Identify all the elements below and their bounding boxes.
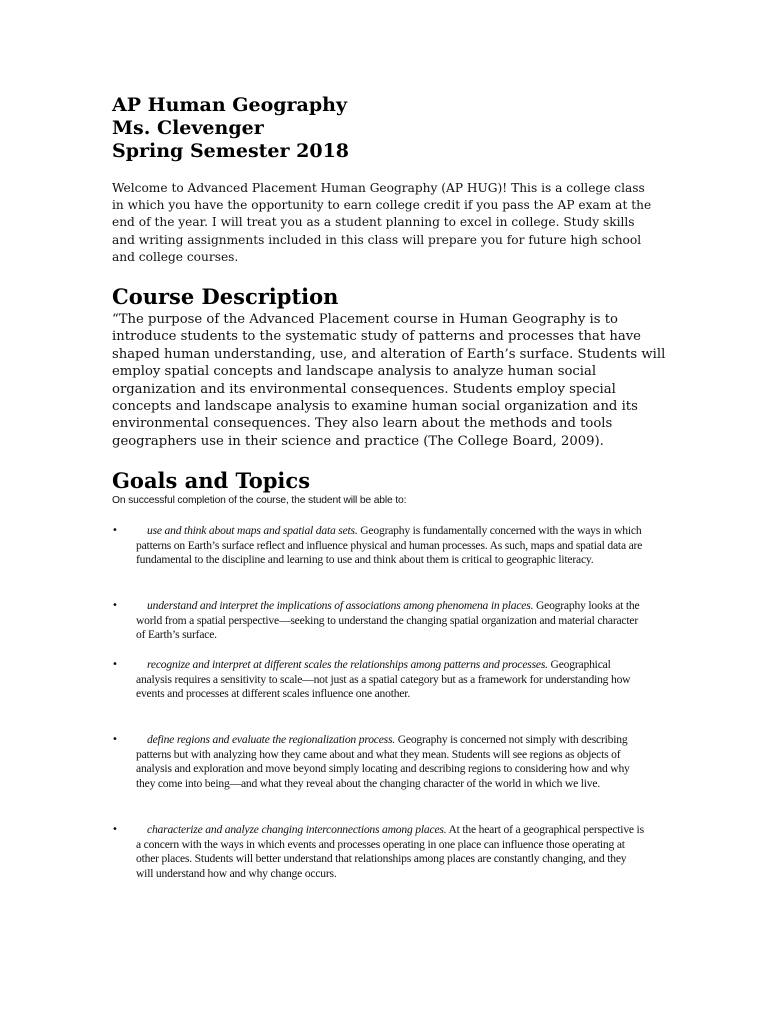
goal-description: Geography is fundamentally concerned with the ways in which patterns on Earth’s surface reflect and influence physical and human processes. As such, maps and spatial data are fundamental to the discipline and learning to use and think about them is critical to geographic literacy. <box>136 524 643 567</box>
goal-description: At the heart of a geographical perspective is a concern with the ways in which events and processes operating in one place can influence those operating at other places. Students will better understand that relationships among places are constantly changing, and they will understand how and why change occurs. <box>136 823 644 880</box>
goal-topic: use and think about maps and spatial data sets. <box>147 524 358 537</box>
goal-description: Geography is concerned not simply with describing patterns but with analyzing how they came about and what they mean. Students will see regions as objects of analysis and exploration and move beyond simply locating and describing regions to considering how and why they come into being—and what they reveal about the changing character of the world in which we live. <box>136 733 630 790</box>
goal-topic: characterize and analyze changing interconnections among places. <box>147 823 447 836</box>
goal-paragraph <box>136 658 646 702</box>
bullet-icon: • <box>112 734 118 745</box>
course-description-heading: Course Description <box>112 284 339 309</box>
document-header <box>112 94 349 163</box>
bullet-icon: • <box>112 659 118 670</box>
goal-paragraph <box>136 524 646 568</box>
bullet-icon: • <box>112 824 118 835</box>
goal-paragraph <box>136 823 646 881</box>
goal-topic: understand and interpret the implications of associations among phenomena in places. <box>147 599 534 612</box>
goal-item <box>112 599 652 643</box>
bullet-icon: • <box>112 525 118 536</box>
goal-description: Geography looks at the world from a spatial perspective—seeking to understand the changing spatial organization and material character of Earth’s surface. <box>136 599 640 642</box>
goal-paragraph <box>136 733 646 791</box>
goal-paragraph <box>136 599 646 643</box>
goal-item <box>112 658 652 702</box>
goal-description: Geographical analysis requires a sensitivity to scale—not just as a spatial category but as a framework for understanding how events and processes at different scales influence one another. <box>136 658 631 701</box>
goal-item <box>112 733 652 791</box>
bullet-icon: • <box>112 600 118 611</box>
course-title: AP Human Geography <box>112 94 347 116</box>
goal-topic: define regions and evaluate the regionalization process. <box>147 733 396 746</box>
semester: Spring Semester 2018 <box>112 140 350 162</box>
goal-item <box>112 524 652 568</box>
teacher-name: Ms. Clevenger <box>112 117 264 139</box>
goals-intro: On successful completion of the course, the student will be able to: <box>112 495 407 506</box>
goals-heading: Goals and Topics <box>112 468 311 493</box>
course-description-text: “The purpose of the Advanced Placement course in Human Geography is to introduce students to the systematic study of patterns and processes that have shaped human understanding, use, and alteration of Earth’s surface. Students will employ spatial concepts and landscape analysis to analyze human social organization and its environmental consequences. Students employ special concepts and landscape analysis to examine human social organization and its environmental consequences. They also learn about the methods and tools geographers use in their science and practice (The College Board, 2009). <box>112 312 666 449</box>
goal-topic: recognize and interpret at different scales the relationships among patterns and processes. <box>147 658 548 671</box>
welcome-paragraph: Welcome to Advanced Placement Human Geography (AP HUG)! This is a college class in which you have the opportunity to earn college credit if you pass the AP exam at the end of the year. I will treat you as a student planning to excel in college. Study skills and writing assignments included in this class will prepare you for future high school and college courses. <box>112 181 652 264</box>
goal-item <box>112 823 652 881</box>
